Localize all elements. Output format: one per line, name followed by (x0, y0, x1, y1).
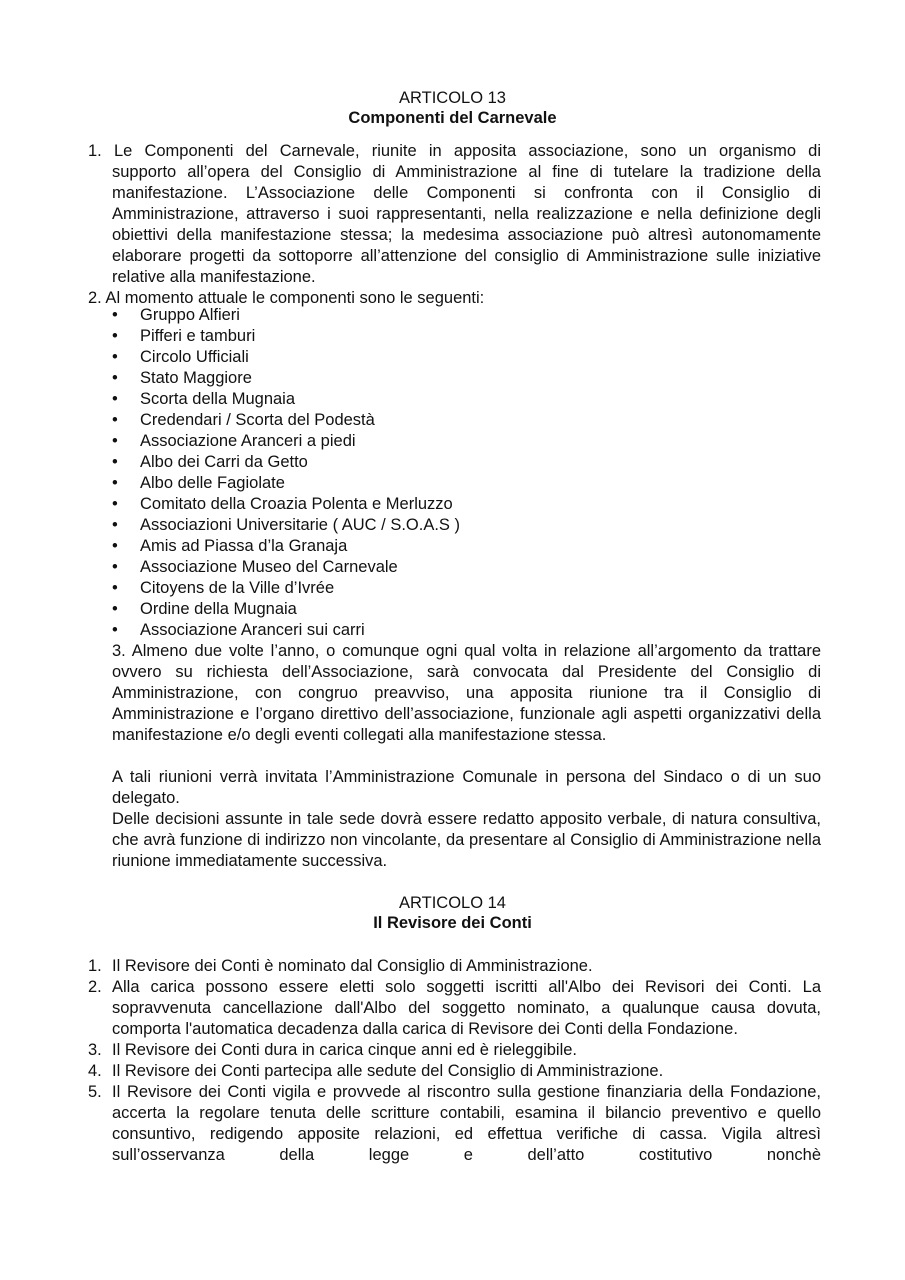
components-list (112, 305, 460, 641)
list-item: • Citoyens de la Ville d’Ivrée (112, 579, 335, 597)
article-13-item-1-body: supporto all’opera del Consiglio di Amministrazione al fine di tutelare la tradizione della manifestazione. L’Associazione delle Componenti si confronta con il Consiglio di Amministrazione, attraverso i suoi rappresentanti, nella realizzazione e nella definizione degli obiettivi della manifestazione stessa; la medesima associazione può altresì autonomamente elaborare progetti da sottoporre all’attenzione del consiglio di Amministrazione sulle iniziative relative alla manifestazione. (112, 163, 821, 286)
bullet-icon: • (112, 390, 118, 408)
list-item: • Scorta della Mugnaia (112, 390, 296, 408)
bullet-icon: • (112, 432, 118, 450)
article-14-number: ARTICOLO 14 (399, 894, 506, 912)
article-13-item-3-paragraph-3: Delle decisioni assunte in tale sede dovrà essere redatto apposito verbale, di natura consultiva, che avrà funzione di indirizzo non vincolante, da presentare al Consiglio di Amministrazione nella riunione immediatamente successiva. (112, 810, 821, 870)
article-14-list (88, 956, 821, 1166)
article-14-heading (0, 893, 905, 933)
article-14-title: Il Revisore dei Conti (373, 914, 532, 932)
article-13-number: ARTICOLO 13 (399, 89, 506, 107)
bullet-icon: • (112, 558, 118, 576)
list-item: • Albo dei Carri da Getto (112, 453, 308, 471)
article-13-item-3-paragraph-2: A tali riunioni verrà invitata l’Amministrazione Comunale in persona del Sindaco o di un suo delegato. (112, 768, 821, 807)
list-item: • Comitato della Croazia Polenta e Merluzzo (112, 495, 453, 513)
item-number: 3. (88, 1041, 102, 1059)
list-item: • Associazione Aranceri a piedi (112, 432, 356, 450)
list-item (88, 977, 821, 1040)
article-13-heading (0, 88, 905, 128)
list-item (88, 1061, 821, 1082)
article-13-item-1-first-line (88, 141, 821, 162)
list-item: • Credendari / Scorta del Podestà (112, 411, 375, 429)
article-13-title: Componenti del Carnevale (348, 109, 557, 127)
list-item: • Associazione Museo del Carnevale (112, 558, 398, 576)
list-item: • Gruppo Alfieri (112, 306, 240, 324)
list-item: • Amis ad Piassa d’la Granaja (112, 537, 348, 555)
item-text: Il Revisore dei Conti è nominato dal Consiglio di Amministrazione. (112, 957, 593, 975)
list-item (88, 1082, 821, 1166)
item-text: Alla carica possono essere eletti solo soggetti iscritti all'Albo dei Revisori dei Conti. La sopravvenuta cancellazione dall'Albo del soggetto nominato, a qualunque causa dovuta, comporta l'automatica decadenza dalla carica di Revisore dei Conti della Fondazione. (112, 978, 821, 1038)
bullet-icon: • (112, 327, 118, 345)
bullet-icon: • (112, 306, 118, 324)
article-13-item-2: 2. Al momento attuale le componenti sono le seguenti: (88, 289, 485, 307)
item-number: 2. (88, 978, 102, 996)
bullet-icon: • (112, 516, 118, 534)
article-13-item-3: 3. Almeno due volte l’anno, o comunque ogni qual volta in relazione all’argomento da trattare ovvero su richiesta dell’Associazione, sarà convocata dal Presidente del Consiglio di Amministrazione, con congruo preavviso, una apposita riunione tra il Consiglio di Amministrazione e l’organo direttivo dell’associazione, funzionale agli aspetti organizzativi della manifestazione e/o degli eventi collegati alla manifestazione stessa. (112, 642, 821, 744)
list-item (88, 1040, 821, 1061)
list-item (88, 956, 821, 977)
list-item: • Albo delle Fagiolate (112, 474, 285, 492)
bullet-icon: • (112, 369, 118, 387)
bullet-icon: • (112, 600, 118, 618)
bullet-icon: • (112, 411, 118, 429)
list-item: • Associazioni Universitarie ( AUC / S.O.A.S ) (112, 516, 461, 534)
item-text: Il Revisore dei Conti vigila e provvede al riscontro sulla gestione finanziaria della Fondazione, accerta la regolare tenuta delle scritture contabili, esamina il bilancio preventivo e quello consuntivo, redigendo apposite relazioni, ed effettua verifiche di cassa. Vigila altresì sull’osservanza della legge e dell’atto costitutivo nonchè (112, 1083, 821, 1164)
item-text: Il Revisore dei Conti partecipa alle sedute del Consiglio di Amministrazione. (112, 1062, 664, 1080)
item-text: Le Componenti del Carnevale, riunite in apposita associazione, sono un organismo di (113, 142, 821, 160)
bullet-icon: • (112, 474, 118, 492)
bullet-icon: • (112, 537, 118, 555)
list-item: • Pifferi e tamburi (112, 327, 256, 345)
list-item: • Circolo Ufficiali (112, 348, 249, 366)
list-item: • Associazione Aranceri sui carri (112, 621, 365, 639)
bullet-icon: • (112, 579, 118, 597)
item-number: 1. (88, 142, 102, 160)
bullet-icon: • (112, 348, 118, 366)
item-number: 1. (88, 957, 102, 975)
bullet-icon: • (112, 495, 118, 513)
bullet-icon: • (112, 621, 118, 639)
bullet-icon: • (112, 453, 118, 471)
item-text: Il Revisore dei Conti dura in carica cinque anni ed è rieleggibile. (112, 1041, 578, 1059)
list-item: • Stato Maggiore (112, 369, 252, 387)
item-number: 4. (88, 1062, 102, 1080)
item-number: 5. (88, 1083, 102, 1101)
list-item: • Ordine della Mugnaia (112, 600, 297, 618)
